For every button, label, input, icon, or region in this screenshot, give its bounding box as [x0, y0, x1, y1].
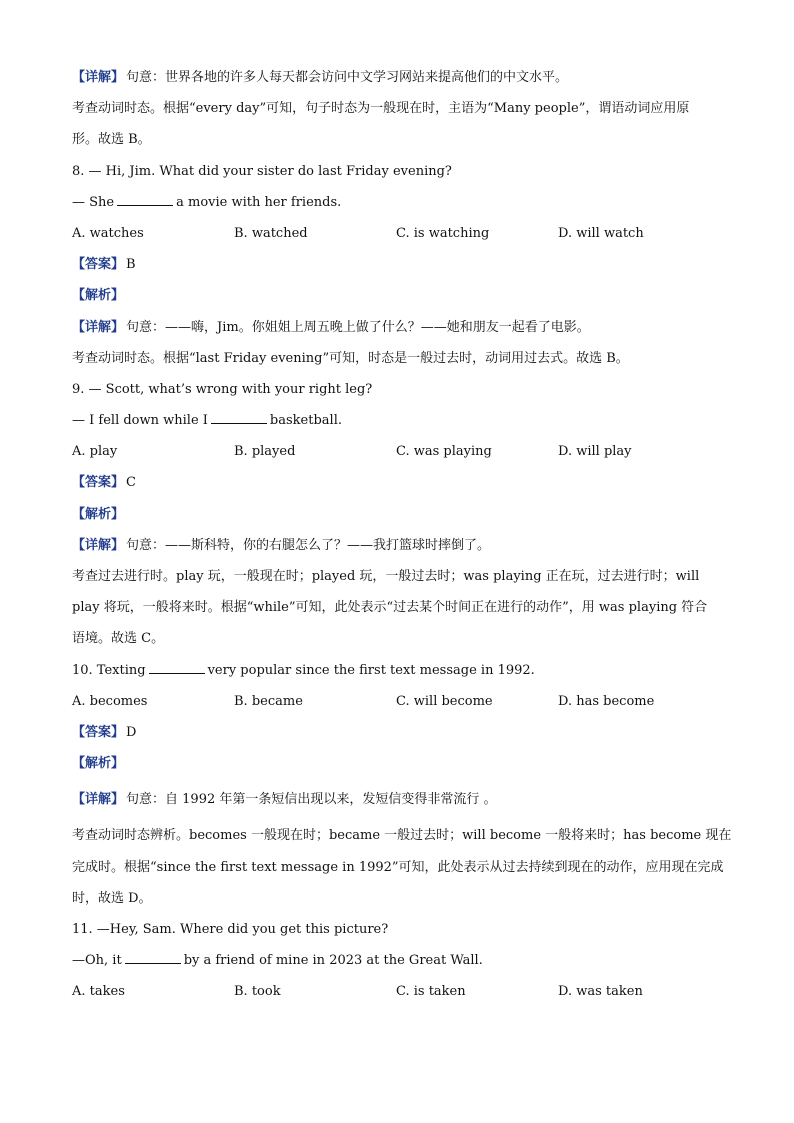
analysis-tag: 【解析】 — [72, 506, 125, 522]
detail-line — [72, 779, 732, 820]
detail-text: 句意：——嗨，Jim。你姐姐上周五晚上做了什么？——她和朋友一起看了电影。 — [126, 319, 590, 335]
detail-tag: 【详解】 — [72, 537, 125, 553]
option-b: B. watched — [234, 225, 308, 241]
question-10-options — [72, 686, 732, 717]
analysis-heading — [72, 280, 732, 311]
answer-value: B — [126, 257, 136, 273]
option-b: B. became — [234, 693, 303, 709]
option-c: C. will become — [396, 693, 493, 709]
option-d: D. has become — [558, 693, 655, 709]
document-page — [72, 62, 732, 1007]
option-a: A. takes — [72, 984, 125, 1000]
stem-prefix: 10. Texting — [72, 662, 146, 678]
answer-blank — [149, 661, 205, 674]
analysis-line: play 将玩，一般将来时。根据“while”可知，此处表示“过去某个时间正在进行的动作”，用 was playing 符合 — [72, 600, 708, 616]
question-9-response — [72, 405, 732, 436]
analysis-tag: 【解析】 — [72, 288, 125, 304]
response-suffix: by a friend of mine in 2023 at the Great Wall. — [183, 953, 483, 969]
option-c: C. was playing — [396, 444, 492, 460]
question-10-stem — [72, 655, 732, 686]
analysis-line: 考查动词时态辨析。becomes 一般现在时；became 一般过去时；will become 一般将来时；has become 现在 — [72, 828, 732, 844]
analysis-line: 考查过去进行时。play 玩，一般现在时；played 玩，一般过去时；was playing 正在玩，过去进行时；will — [72, 569, 700, 584]
answer-blank — [211, 411, 267, 424]
analysis-line: 考查动词时态。根据“every day”可知，句子时态为一般现在时，主语为“Many people”，谓语动词应用原 — [72, 101, 690, 117]
detail-text: 句意：——斯科特，你的右腿怎么了？——我打篮球时摔倒了。 — [126, 537, 491, 553]
stem-suffix: very popular since the first text message in 1992. — [207, 662, 535, 678]
detail-line — [72, 530, 732, 561]
answer-line — [72, 467, 732, 498]
option-d: D. will watch — [558, 225, 644, 241]
option-a: A. becomes — [72, 693, 148, 709]
answer-blank — [125, 951, 181, 964]
question-9-options — [72, 436, 732, 467]
response-suffix: basketball. — [269, 413, 342, 429]
option-c: C. is taken — [396, 984, 466, 1000]
detail-line — [72, 62, 732, 93]
question-11-response — [72, 945, 732, 976]
answer-value: C — [126, 475, 136, 491]
detail-tag: 【详解】 — [72, 792, 125, 808]
question-8-response — [72, 187, 732, 218]
detail-tag: 【详解】 — [72, 70, 125, 85]
response-prefix: — She — [72, 194, 115, 210]
response-suffix: a movie with her friends. — [176, 194, 342, 210]
answer-line — [72, 249, 732, 280]
question-8-stem: 8. — Hi, Jim. What did your sister do last Friday evening? — [72, 163, 452, 179]
answer-tag: 【答案】 — [72, 475, 125, 491]
detail-text: 句意：自 1992 年第一条短信出现以来，发短信变得非常流行 。 — [126, 792, 497, 808]
question-8-options — [72, 218, 732, 249]
option-b: B. played — [234, 444, 296, 460]
question-11-stem: 11. —Hey, Sam. Where did you get this picture? — [72, 921, 389, 937]
question-11-options — [72, 976, 732, 1007]
analysis-line: 语境。故选 C。 — [72, 631, 165, 647]
option-a: A. watches — [72, 225, 144, 241]
analysis-heading — [72, 748, 732, 779]
analysis-tag: 【解析】 — [72, 756, 125, 772]
question-9-stem: 9. — Scott, what’s wrong with your right leg? — [72, 381, 373, 397]
answer-tag: 【答案】 — [72, 257, 125, 273]
response-prefix: —Oh, it — [72, 953, 122, 969]
option-b: B. took — [234, 984, 281, 1000]
answer-tag: 【答案】 — [72, 724, 125, 740]
detail-line — [72, 312, 732, 343]
option-a: A. play — [72, 444, 118, 460]
analysis-line: 时，故选 D。 — [72, 890, 152, 906]
option-d: D. will play — [558, 444, 632, 460]
option-d: D. was taken — [558, 984, 643, 1000]
detail-tag: 【详解】 — [72, 319, 125, 335]
analysis-line: 形。故选 B。 — [72, 132, 151, 148]
answer-value: D — [126, 724, 137, 740]
answer-line — [72, 717, 732, 748]
option-c: C. is watching — [396, 225, 490, 241]
answer-blank — [117, 193, 173, 206]
detail-text: 句意：世界各地的许多人每天都会访问中文学习网站来提高他们的中文水平。 — [126, 70, 569, 85]
analysis-heading — [72, 499, 732, 530]
analysis-line: 完成时。根据“since the first text message in 1992”可知，此处表示从过去持续到现在的动作，应用现在完成 — [72, 859, 724, 875]
response-prefix: — I fell down while I — [72, 413, 208, 429]
analysis-line: 考查动词时态。根据“last Friday evening”可知，时态是一般过去时，动词用过去式。故选 B。 — [72, 350, 629, 366]
